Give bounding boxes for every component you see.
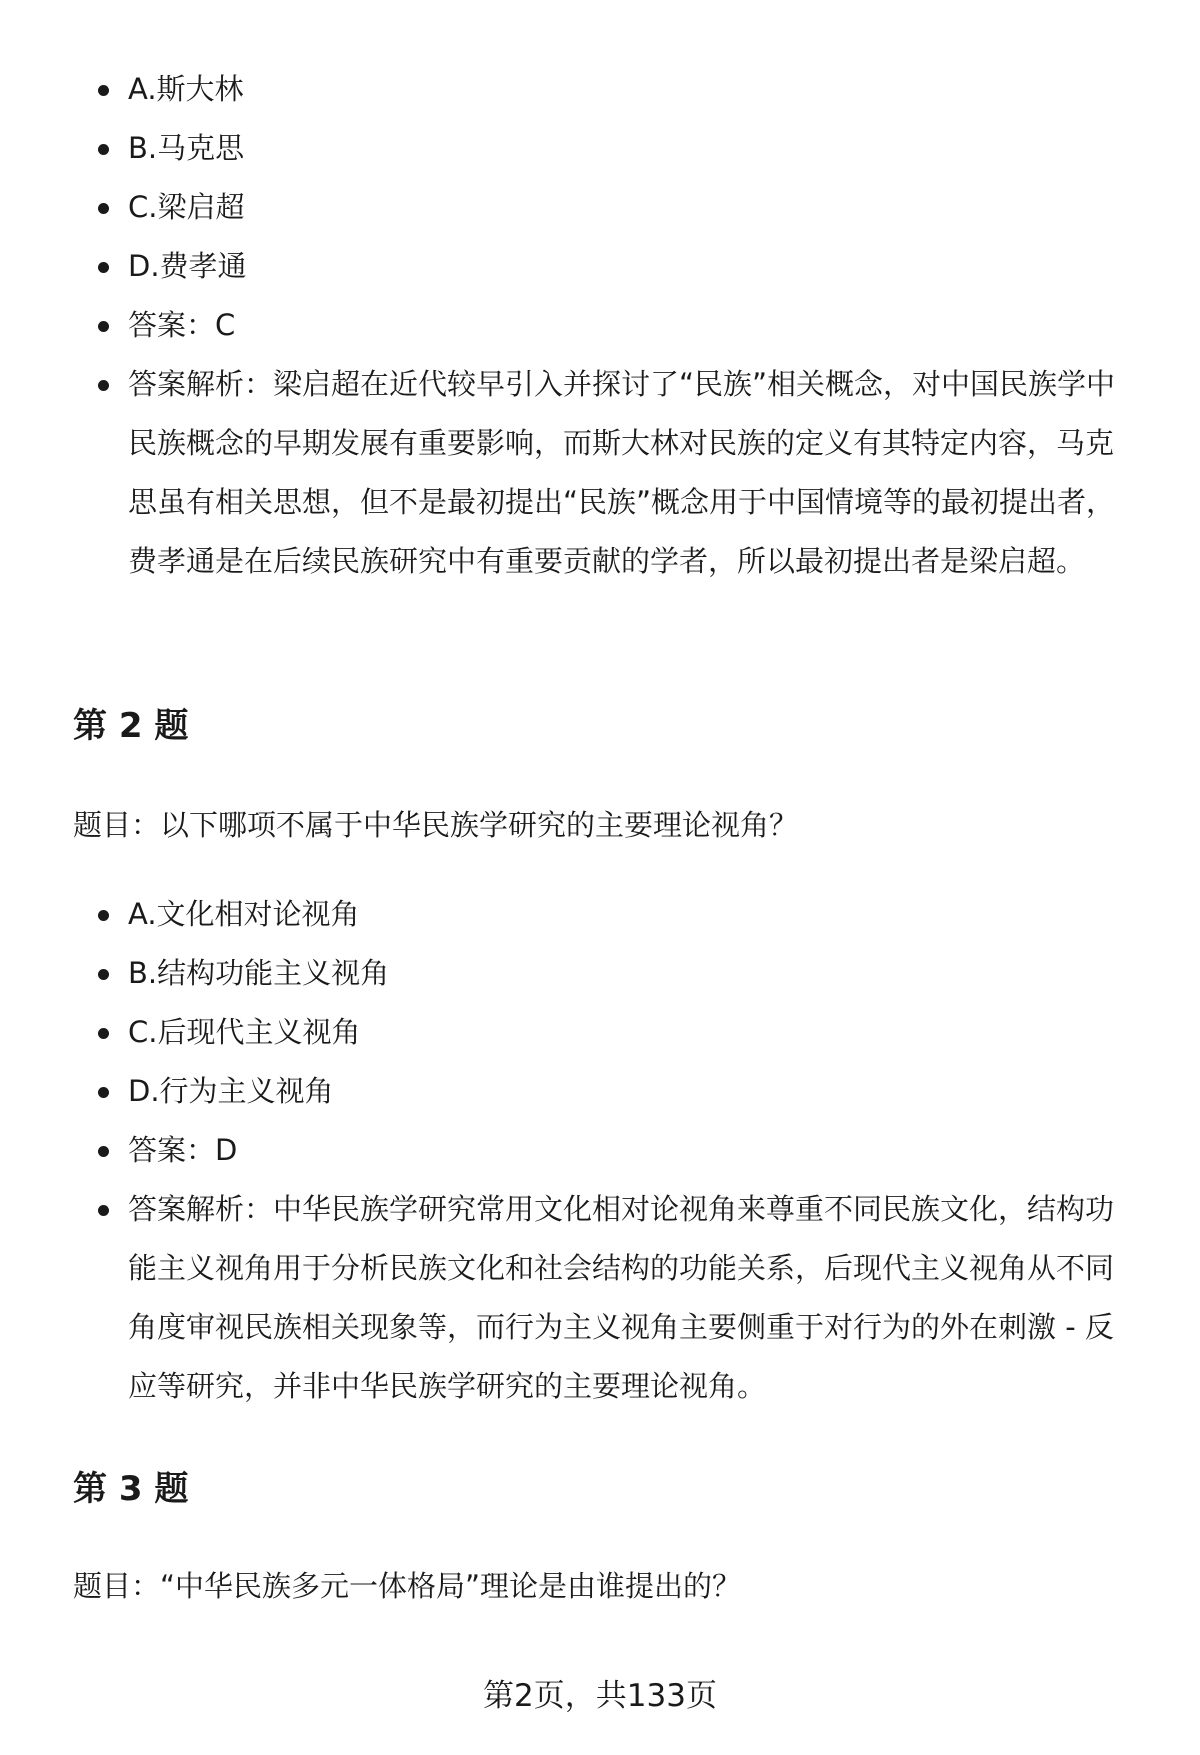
q3-question: 题目：“中华民族多元一体格局”理论是由谁提出的？ [73,1569,742,1603]
bullet-icon [98,203,109,214]
q2-option-list [0,885,1200,1416]
answer-text: 答案：D [128,1133,238,1167]
option-text: B.马克思 [128,131,245,165]
q3-heading: 第 3 题 [73,1469,189,1509]
bullet-icon [98,144,109,155]
bullet-icon [98,1205,109,1216]
q2-option-c [0,1003,1200,1062]
q1-analysis [0,355,1200,591]
q2-option-b [0,944,1200,1003]
q2-heading: 第 2 题 [73,706,189,746]
option-text: A.文化相对论视角 [128,897,360,931]
q2-answer [0,1121,1200,1180]
bullet-icon [98,969,109,980]
q1-option-list [0,60,1200,591]
bullet-icon [98,910,109,921]
bullet-icon [98,380,109,391]
bullet-icon [98,1028,109,1039]
page-number: 第2页，共133页 [483,1678,717,1714]
bullet-icon [98,262,109,273]
option-text: D.费孝通 [128,249,247,283]
q1-option-a [0,60,1200,119]
q2-option-d [0,1062,1200,1121]
q2-analysis [0,1180,1200,1416]
bullet-icon [98,85,109,96]
analysis-text: 答案解析：中华民族学研究常用文化相对论视角来尊重不同民族文化，结构功能主义视角用于分析民族文化和社会结构的功能关系，后现代主义视角从不同角度审视民族相关现象等，而行为主义视角主要侧重于对行为的外在刺激 - 反应等研究，并非中华民族学研究的主要理论视角。 [128,1192,1115,1403]
q1-option-d [0,237,1200,296]
q1-option-b [0,119,1200,178]
q2-question: 题目：以下哪项不属于中华民族学研究的主要理论视角？ [73,808,799,842]
answer-text: 答案：C [128,308,236,342]
option-text: A.斯大林 [128,72,244,106]
q1-answer [0,296,1200,355]
bullet-icon [98,321,109,332]
analysis-text: 答案解析：梁启超在近代较早引入并探讨了“民族”相关概念，对中国民族学中民族概念的早期发展有重要影响，而斯大林对民族的定义有其特定内容，马克思虽有相关思想，但不是最初提出“民族”概念用于中国情境等的最初提出者，费孝通是在后续民族研究中有重要贡献的学者，所以最初提出者是梁启超。 [128,367,1116,578]
option-text: B.结构功能主义视角 [128,956,390,990]
bullet-icon [98,1146,109,1157]
bullet-icon [98,1087,109,1098]
q2-option-a [0,885,1200,944]
q1-option-c [0,178,1200,237]
option-text: D.行为主义视角 [128,1074,334,1108]
option-text: C.后现代主义视角 [128,1015,361,1049]
option-text: C.梁启超 [128,190,245,224]
